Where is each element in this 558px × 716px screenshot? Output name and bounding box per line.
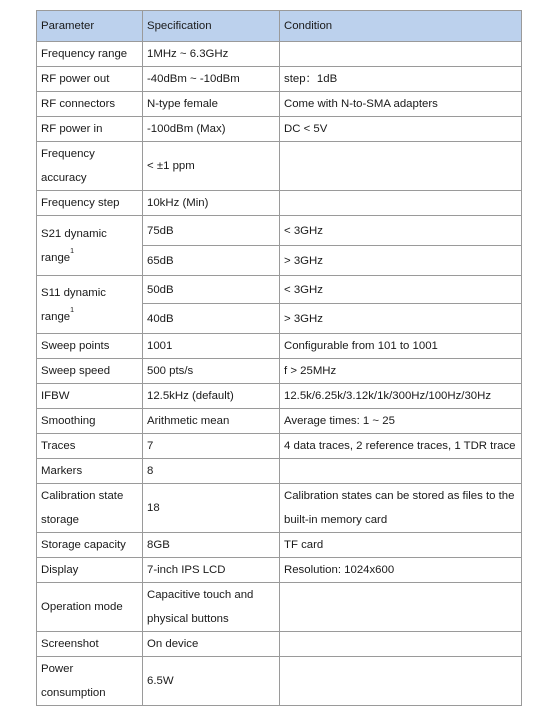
- table-row: [37, 558, 522, 583]
- header-specification: Specification: [143, 11, 280, 42]
- param-cell: Smoothing: [37, 409, 143, 434]
- condition-cell: [280, 632, 522, 657]
- table-row: [37, 92, 522, 117]
- param-cell: Display: [37, 558, 143, 583]
- param-line: consumption: [41, 687, 106, 699]
- param-line: accuracy: [41, 172, 87, 184]
- param-cell: [37, 276, 143, 334]
- param-line: Calibration state: [41, 490, 124, 502]
- spec-cell: 6.5W: [143, 657, 280, 706]
- param-cell: RF power out: [37, 67, 143, 92]
- condition-cell: [280, 583, 522, 632]
- param-cell: Sweep speed: [37, 359, 143, 384]
- condition-cell: 4 data traces, 2 reference traces, 1 TDR trace: [280, 434, 522, 459]
- param-cell: [37, 216, 143, 276]
- table-row: [37, 533, 522, 558]
- condition-cell: > 3GHz: [280, 246, 522, 276]
- table-row: [37, 142, 522, 191]
- param-line: Frequency: [41, 148, 95, 160]
- spec-cell: 65dB: [143, 246, 280, 276]
- spec-cell: 7: [143, 434, 280, 459]
- spec-cell: < ±1 ppm: [143, 142, 280, 191]
- param-cell: Sweep points: [37, 334, 143, 359]
- condition-cell: TF card: [280, 533, 522, 558]
- param-cell: Screenshot: [37, 632, 143, 657]
- param-cell: Frequency step: [37, 191, 143, 216]
- condition-cell: f > 25MHz: [280, 359, 522, 384]
- spec-cell: 40dB: [143, 304, 280, 334]
- table-row: [37, 191, 522, 216]
- condition-cell: [280, 191, 522, 216]
- condition-cell: Configurable from 101 to 1001: [280, 334, 522, 359]
- condition-cell: < 3GHz: [280, 276, 522, 304]
- table-row: [37, 117, 522, 142]
- condition-cell: [280, 142, 522, 191]
- param-cell: Storage capacity: [37, 533, 143, 558]
- spec-cell: 18: [143, 484, 280, 533]
- spec-cell: Arithmetic mean: [143, 409, 280, 434]
- footnote-marker: 1: [70, 247, 75, 255]
- table-row: [37, 276, 522, 304]
- spec-cell: 8: [143, 459, 280, 484]
- spec-line: Capacitive touch and: [147, 589, 254, 601]
- param-cell: RF power in: [37, 117, 143, 142]
- param-cell: [37, 484, 143, 533]
- param-line: [41, 246, 138, 270]
- param-line: [41, 305, 138, 329]
- table-row: [37, 434, 522, 459]
- table-row: [37, 409, 522, 434]
- spec-cell: 75dB: [143, 216, 280, 246]
- condition-line: Calibration states can be stored as files to the: [284, 490, 515, 502]
- table-row: [37, 583, 522, 632]
- spec-cell: 7-inch IPS LCD: [143, 558, 280, 583]
- param-cell: [37, 657, 143, 706]
- param-cell: RF connectors: [37, 92, 143, 117]
- spec-cell: 1001: [143, 334, 280, 359]
- spec-cell: -100dBm (Max): [143, 117, 280, 142]
- table-row: [37, 67, 522, 92]
- condition-cell: < 3GHz: [280, 216, 522, 246]
- param-line: S21 dynamic: [41, 227, 107, 240]
- condition-cell: 12.5k/6.25k/3.12k/1k/300Hz/100Hz/30Hz: [280, 384, 522, 409]
- condition-line: built-in memory card: [284, 514, 388, 526]
- condition-cell: Come with N-to-SMA adapters: [280, 92, 522, 117]
- spec-cell: 1MHz ~ 6.3GHz: [143, 42, 280, 67]
- spec-cell: [143, 583, 280, 632]
- table-row: [37, 216, 522, 246]
- spec-cell: -40dBm ~ -10dBm: [143, 67, 280, 92]
- table-row: [37, 484, 522, 533]
- param-cell: Traces: [37, 434, 143, 459]
- footnote-marker: 1: [70, 306, 75, 314]
- param-line: S11 dynamic: [41, 286, 107, 299]
- header-parameter: Parameter: [37, 11, 143, 42]
- table-row: [37, 334, 522, 359]
- condition-cell: Average times: 1 ~ 25: [280, 409, 522, 434]
- param-line: storage: [41, 514, 79, 526]
- table-row: [37, 657, 522, 706]
- param-text: range: [41, 251, 71, 264]
- header-condition: Condition: [280, 11, 522, 42]
- table-row: [37, 359, 522, 384]
- spec-cell: 12.5kHz (default): [143, 384, 280, 409]
- param-text: range: [41, 310, 71, 323]
- table-row: [37, 384, 522, 409]
- spec-cell: N-type female: [143, 92, 280, 117]
- param-cell: Markers: [37, 459, 143, 484]
- condition-cell: [280, 657, 522, 706]
- condition-cell: step：1dB: [280, 67, 522, 92]
- table-header-row: [37, 11, 522, 42]
- condition-cell: Resolution: 1024x600: [280, 558, 522, 583]
- condition-cell: [280, 42, 522, 67]
- param-cell: Frequency range: [37, 42, 143, 67]
- table-row: [37, 632, 522, 657]
- table-row: [37, 459, 522, 484]
- spec-cell: 8GB: [143, 533, 280, 558]
- param-cell: [37, 142, 143, 191]
- condition-cell: [280, 484, 522, 533]
- spec-cell: 50dB: [143, 276, 280, 304]
- condition-cell: > 3GHz: [280, 304, 522, 334]
- table-row: [37, 42, 522, 67]
- param-cell: IFBW: [37, 384, 143, 409]
- spec-table: [36, 10, 522, 706]
- condition-cell: [280, 459, 522, 484]
- spec-cell: 10kHz (Min): [143, 191, 280, 216]
- param-line: Power: [41, 663, 74, 675]
- spec-line: physical buttons: [147, 613, 229, 625]
- spec-cell: On device: [143, 632, 280, 657]
- param-cell: Operation mode: [37, 583, 143, 632]
- spec-cell: 500 pts/s: [143, 359, 280, 384]
- condition-cell: DC < 5V: [280, 117, 522, 142]
